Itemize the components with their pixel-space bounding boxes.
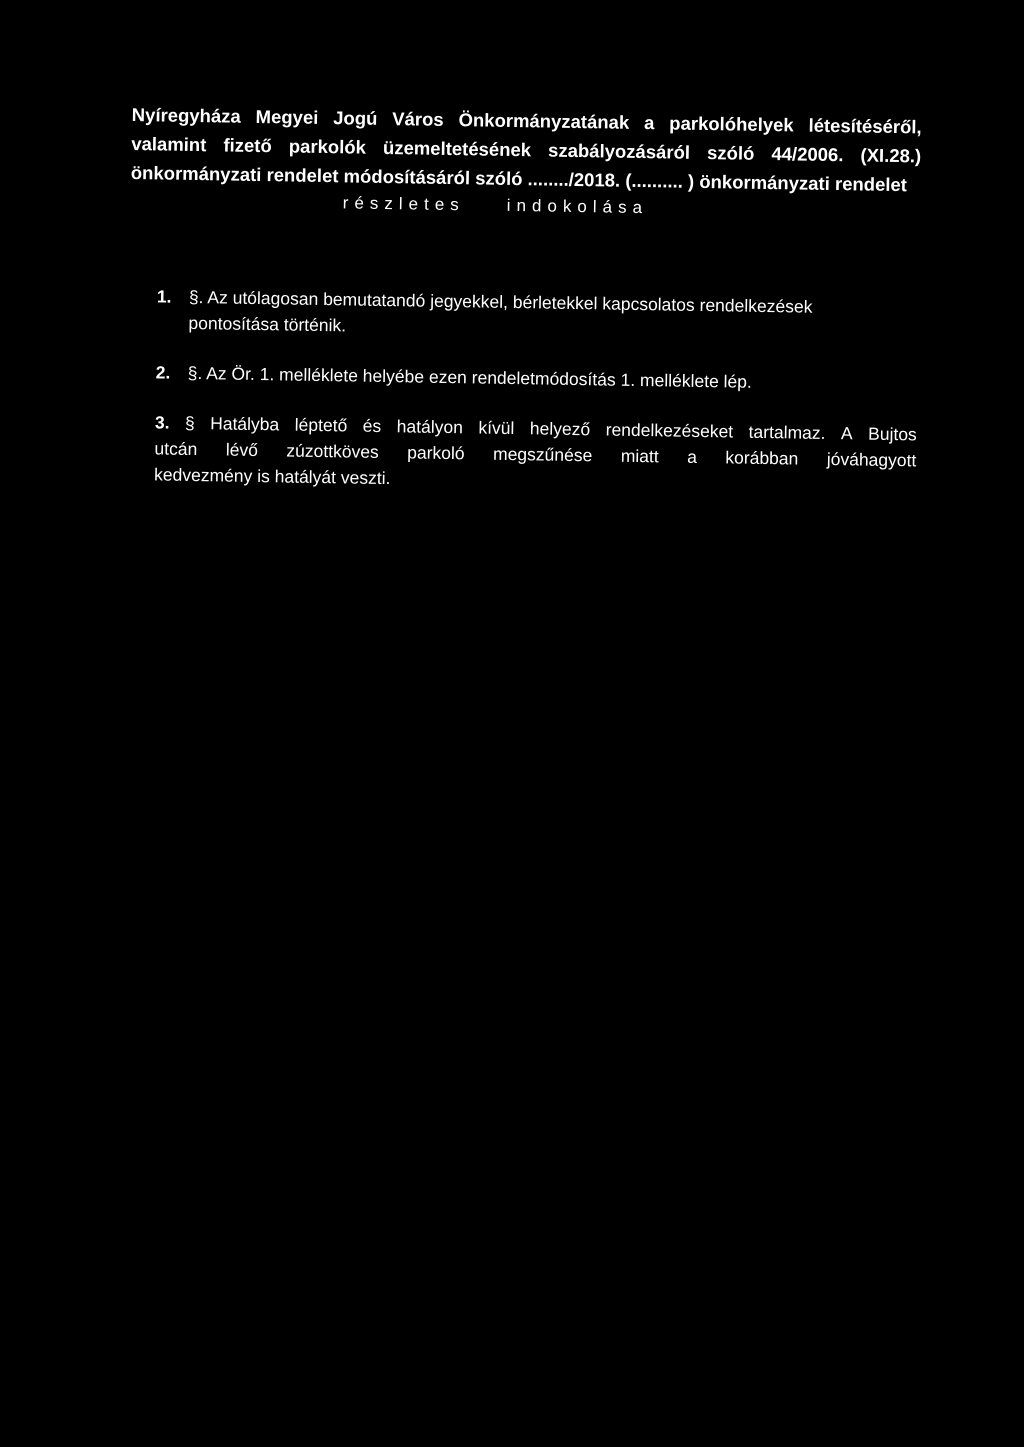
section-word: megszűnése [492, 443, 593, 466]
section-word: Hatályba [210, 413, 280, 435]
section-3 [126, 409, 917, 499]
section-word: parkoló [407, 442, 465, 464]
section-text: §. Az Ör. 1. melléklete helyébe ezen rendeletmódosítás 1. melléklete lép. [187, 362, 753, 392]
title-word: fizető [223, 134, 272, 157]
section-word: kívül [478, 417, 515, 439]
title-word: szóló [706, 142, 755, 164]
section-text: §. Az utólagosan bemutatandó jegyekkel, bérletekkel kapcsolatos rendelkezések pontosítása történik. [188, 286, 813, 336]
title-word: (XI.28.) [860, 144, 922, 167]
section-word: A [840, 423, 853, 444]
title-word: parkolók [288, 135, 367, 158]
section-word: kedvezmény is hatályát veszti. [153, 464, 391, 489]
title-word: létesítéséről, [808, 114, 922, 138]
title-word: Város [392, 108, 444, 130]
section-text [153, 410, 917, 499]
section-word: léptető [294, 414, 348, 436]
section-number: 2. [155, 362, 171, 383]
section-number: 1. [156, 286, 172, 307]
subtitle-word-reszletes: részletes [342, 193, 465, 215]
section-2 [128, 359, 918, 397]
section-word: a [687, 446, 698, 467]
section-word: tartalmaz. [748, 421, 826, 443]
subtitle-word-indokolasa: indokolása [506, 195, 649, 218]
section-1 [128, 283, 919, 347]
document-content [126, 100, 922, 523]
sections-list [126, 283, 919, 499]
title-word: Önkormányzatának [458, 109, 630, 133]
title-word: parkolóhelyek [669, 112, 794, 136]
title-word: Nyíregyháza [131, 103, 241, 127]
section-word: hatályon [396, 416, 464, 438]
section-word: zúzottköves [286, 440, 379, 462]
section-word: utcán [154, 438, 198, 460]
title-word: szabályozásáról [547, 139, 691, 163]
title-word: Megyei [255, 105, 319, 128]
section-word: korábban [725, 447, 799, 469]
title-word: üzemeltetésének [382, 136, 532, 161]
section-word: rendelkezéseket [605, 419, 734, 442]
title-word: valamint [131, 132, 207, 156]
section-number: 3. [154, 412, 170, 433]
section-word: miatt [620, 445, 659, 467]
document-title [131, 100, 922, 199]
title-word: önkormányzati rendelet módosításáról szóló ......../2018. (.......... ) önkormányzati rendelet [130, 161, 908, 196]
section-word: helyező [529, 418, 591, 440]
title-word: a [643, 112, 655, 134]
section-word: és [362, 415, 382, 436]
section-word: § [184, 412, 195, 434]
title-word: Jogú [333, 107, 378, 129]
section-word: jóváhagyott [826, 448, 917, 471]
section-word: lévő [225, 439, 259, 461]
section-word: Bujtos [867, 423, 917, 445]
title-word: 44/2006. [771, 143, 844, 166]
